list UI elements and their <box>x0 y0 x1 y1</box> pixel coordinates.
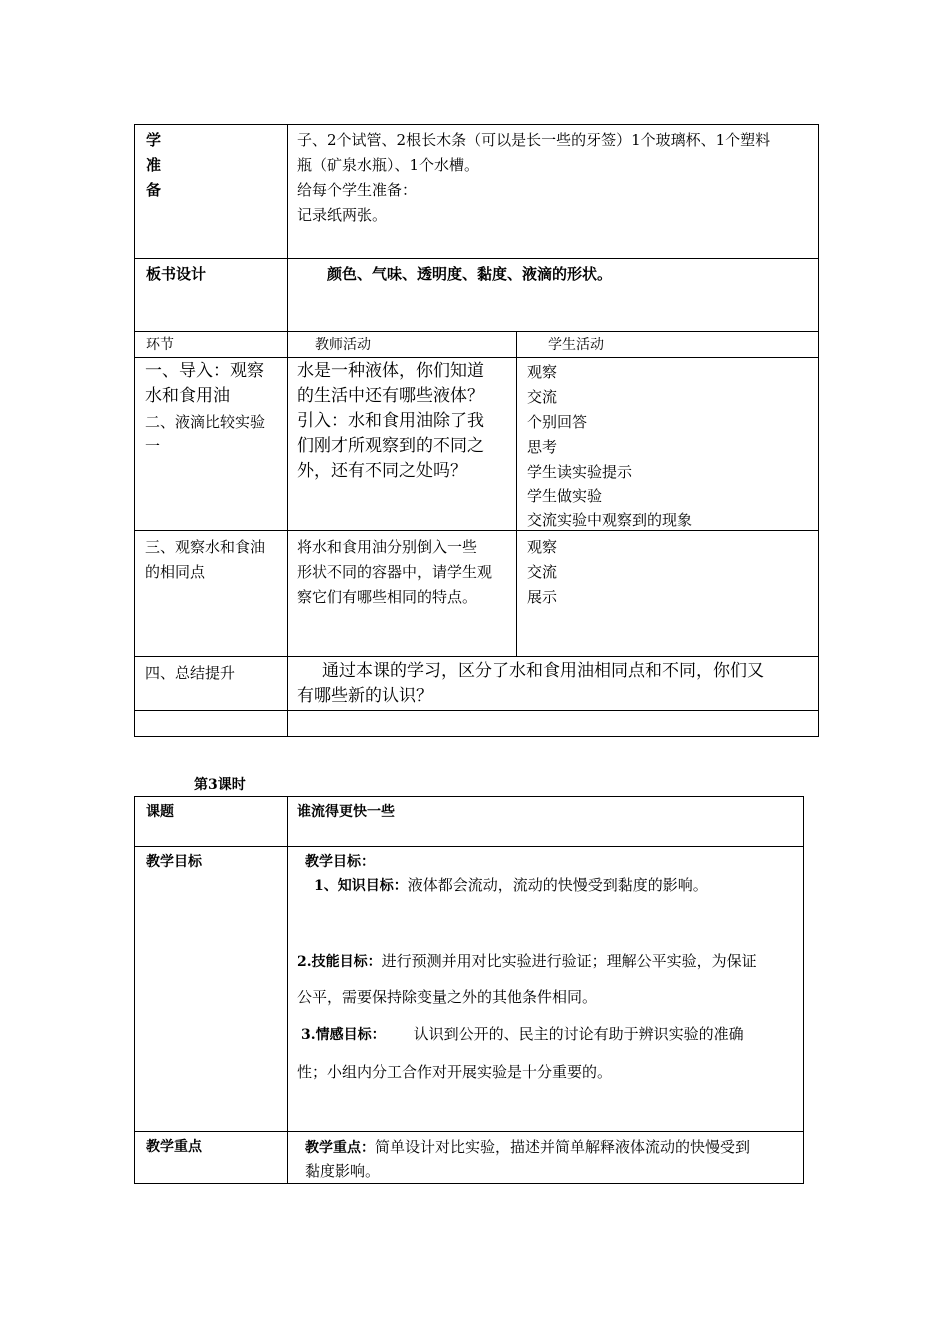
row3-content-line2: 有哪些新的认识？ <box>297 686 433 706</box>
row2-student-line3: 展示 <box>527 588 558 606</box>
prep-line-2: 瓶（矿泉水瓶）、1个水槽。 <box>297 156 480 174</box>
goal2-text-line2: 公平，需要保持除变量之外的其他条件相同。 <box>297 988 598 1006</box>
row1-stage-a-line1: 一、导入：观察 <box>145 361 264 381</box>
prep-line-1: 子、2个试管、2根长木条（可以是长一些的牙签）1个玻璃杯、1个塑料 <box>297 131 771 149</box>
row1-teacher-line4: 们刚才所观察到的不同之 <box>297 436 484 456</box>
goal2-text: 进行预测并用对比实验进行验证；理解公平实验，为保证 <box>381 952 757 970</box>
header-stage: 环节 <box>146 337 174 353</box>
goal1-text: 液体都会流动，流动的快慢受到黏度的影响。 <box>407 876 708 894</box>
goal3 <box>301 1022 744 1047</box>
row1-stage-a-line2: 水和食用油 <box>145 386 230 406</box>
row1-stage-b-line2: 一 <box>145 437 161 455</box>
goals-heading: 教学目标： <box>305 854 375 870</box>
board-content: 颜色、气味、透明度、黏度、液滴的形状。 <box>327 265 613 283</box>
header-teacher: 教师活动 <box>315 337 371 353</box>
row1-teacher-line1: 水是一种液体，你们知道 <box>297 361 484 381</box>
row3-content-line1: 通过本课的学习，区分了水和食用油相同点和不同，你们又 <box>322 661 764 681</box>
board-label: 板书设计 <box>146 265 207 283</box>
goal1-label: 1、知识目标： <box>314 878 408 894</box>
goal3-text: 认识到公开的、民主的讨论有助于辨识实验的准确 <box>413 1025 744 1043</box>
row2-teacher-line3: 察它们有哪些相同的特点。 <box>297 588 478 606</box>
prep-line-3: 给每个学生准备： <box>297 181 418 199</box>
prep-label-3: 备 <box>146 181 162 199</box>
row1-stage-b-line1: 二、液滴比较实验 <box>145 413 266 431</box>
row1-student-line1: 观察 <box>527 363 558 381</box>
goal2 <box>297 949 757 974</box>
key-line1 <box>305 1135 750 1160</box>
key-label: 教学重点 <box>146 1139 202 1155</box>
row1-teacher-line2: 的生活中还有哪些液体？ <box>297 386 484 406</box>
key-text: 简单设计对比实验，描述并简单解释液体流动的快慢受到 <box>375 1138 751 1156</box>
row2-stage-line2: 的相同点 <box>145 563 206 581</box>
goal3-label: 3.情感目标： <box>301 1027 386 1043</box>
header-student: 学生活动 <box>548 337 604 353</box>
row1-teacher-line5: 外，还有不同之处吗？ <box>297 461 467 481</box>
section-title: 第3课时 <box>194 777 246 793</box>
row2-stage-line1: 三、观察水和食油 <box>145 538 266 556</box>
row1-student-line5: 学生读实验提示 <box>527 463 633 481</box>
topic-value: 谁流得更快一些 <box>297 804 395 820</box>
goal2-label: 2.技能目标： <box>297 954 382 970</box>
prep-label-2: 准 <box>146 156 162 174</box>
topic-label: 课题 <box>146 804 174 820</box>
row1-student-line7: 交流实验中观察到的现象 <box>527 511 693 529</box>
goal3-text-line2: 性；小组内分工合作对开展实验是十分重要的。 <box>297 1063 613 1081</box>
key-heading: 教学重点： <box>305 1140 375 1156</box>
prep-line-4: 记录纸两张。 <box>297 206 388 224</box>
goals-label: 教学目标 <box>146 854 202 870</box>
row2-teacher-line1: 将水和食用油分别倒入一些 <box>297 538 478 556</box>
goal1 <box>314 873 708 898</box>
row1-student-line6: 学生做实验 <box>527 487 603 505</box>
row2-student-line2: 交流 <box>527 563 558 581</box>
row3-stage: 四、总结提升 <box>145 664 236 682</box>
prep-label-1: 学 <box>146 131 162 149</box>
row2-teacher-line2: 形状不同的容器中，请学生观 <box>297 563 493 581</box>
row2-student-line1: 观察 <box>527 538 558 556</box>
row1-student-line2: 交流 <box>527 388 558 406</box>
key-text-line2: 黏度影响。 <box>305 1162 381 1180</box>
row1-student-line3: 个别回答 <box>527 413 588 431</box>
row1-teacher-line3: 引入：水和食用油除了我 <box>297 411 484 431</box>
row1-student-line4: 思考 <box>527 438 558 456</box>
